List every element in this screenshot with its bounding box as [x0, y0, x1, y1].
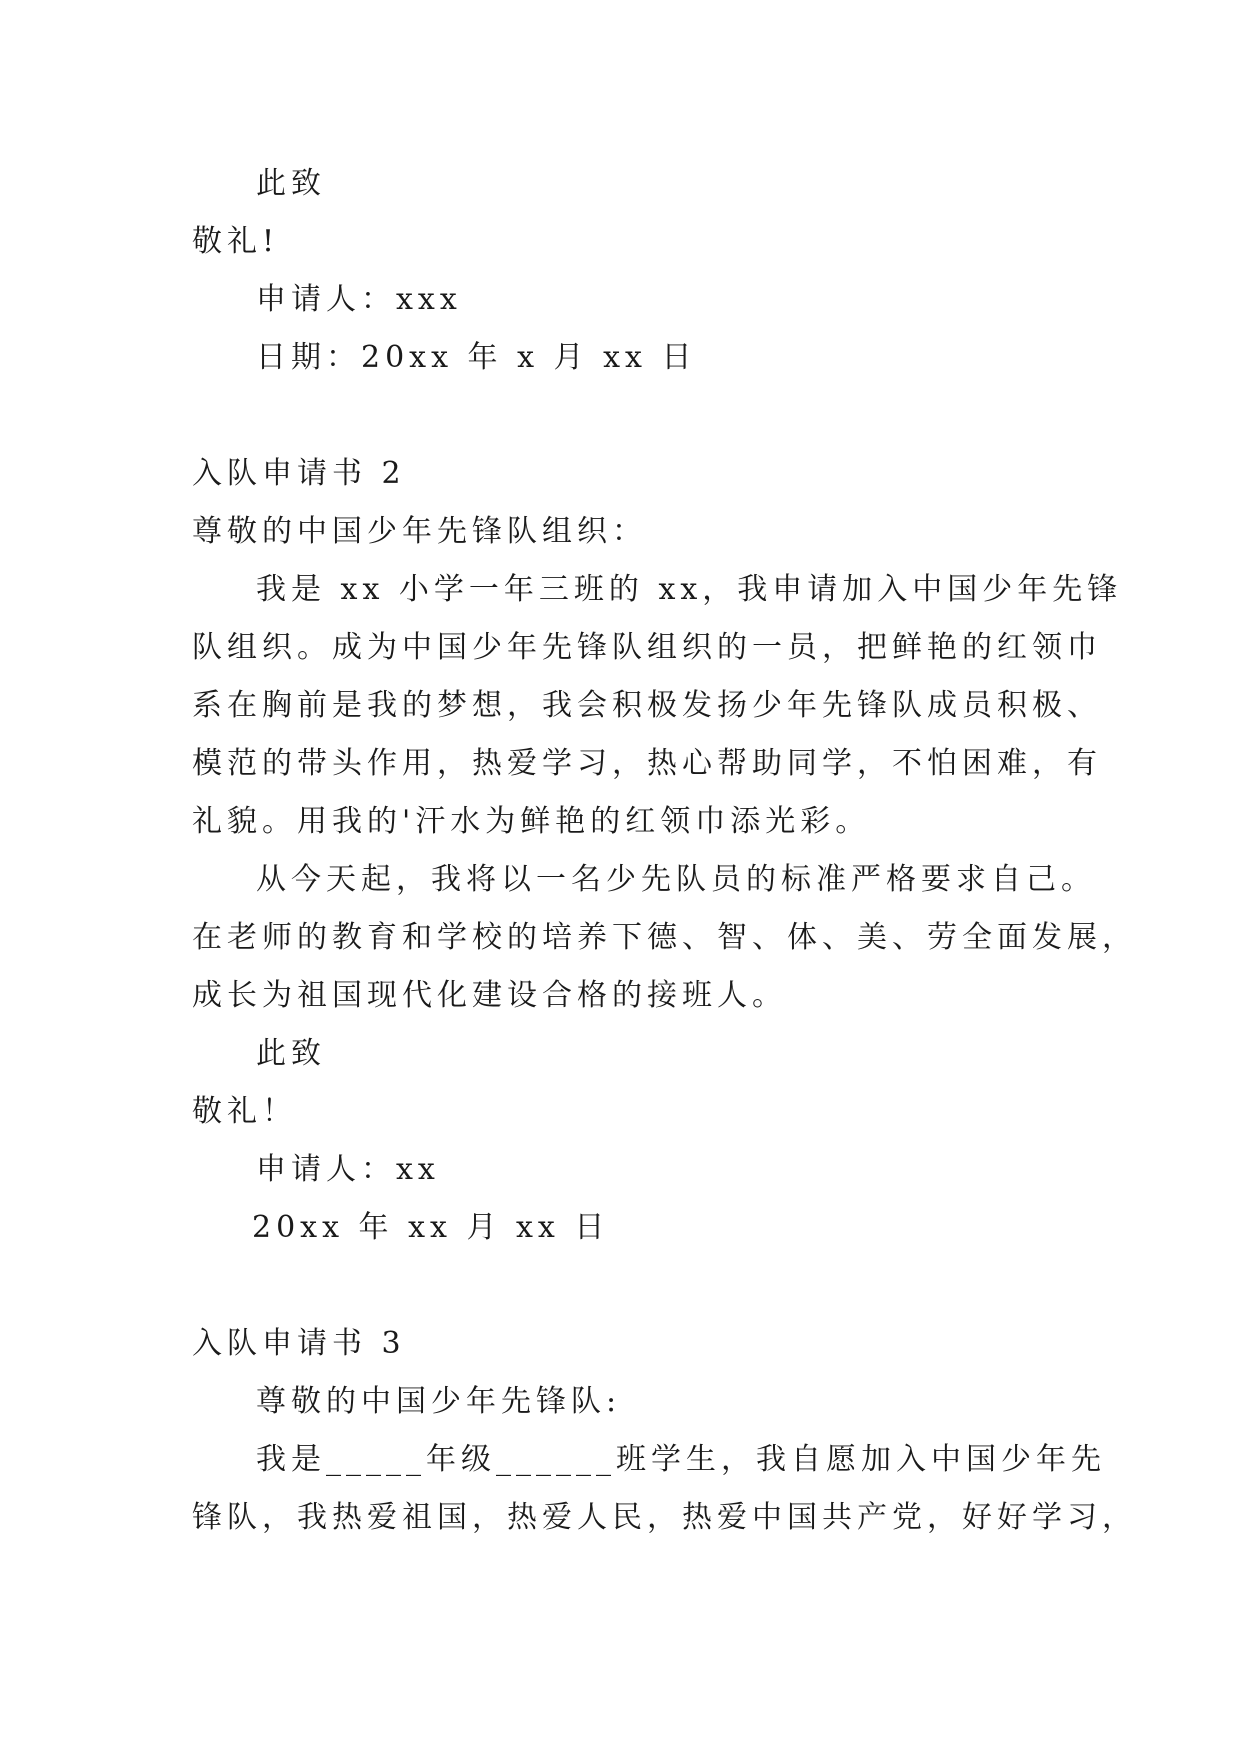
- closing-salute: 敬礼！: [192, 1094, 297, 1129]
- applicant-line: 申请人：xx: [256, 1152, 440, 1187]
- paragraph-line: 我是 xx 小学一年三班的 xx，我申请加入中国少年先锋: [256, 572, 1123, 607]
- paragraph-line: 锋队，我热爱祖国，热爱人民，热爱中国共产党，好好学习，: [192, 1500, 1137, 1535]
- salutation: 尊敬的中国少年先锋队:: [256, 1384, 622, 1419]
- section-title: 入队申请书 2: [192, 456, 406, 491]
- closing-greeting: 此致: [256, 166, 326, 201]
- date-line: 日期：20xx 年 x 月 xx 日: [256, 340, 697, 375]
- paragraph-line: 礼貌。用我的'汗水为鲜艳的红领巾添光彩。: [192, 804, 871, 839]
- closing-salute: 敬礼!: [192, 224, 280, 259]
- paragraph-line: 成长为祖国现代化建设合格的接班人。: [192, 978, 787, 1013]
- section-title: 入队申请书 3: [192, 1326, 406, 1361]
- paragraph-line: 从今天起，我将以一名少先队员的标准严格要求自己。: [256, 862, 1096, 897]
- paragraph-line: 我是_____年级______班学生，我自愿加入中国少年先: [256, 1442, 1106, 1477]
- paragraph-line: 系在胸前是我的梦想，我会积极发扬少年先锋队成员积极、: [192, 688, 1102, 723]
- date-line: 20xx 年 xx 月 xx 日: [252, 1210, 610, 1245]
- salutation: 尊敬的中国少年先锋队组织：: [192, 514, 647, 549]
- paragraph-line: 队组织。成为中国少年先锋队组织的一员，把鲜艳的红领巾: [192, 630, 1102, 665]
- applicant-line: 申请人：xxx: [256, 282, 462, 317]
- paragraph-line: 在老师的教育和学校的培养下德、智、体、美、劳全面发展，: [192, 920, 1137, 955]
- paragraph-line: 模范的带头作用，热爱学习，热心帮助同学，不怕困难，有: [192, 746, 1102, 781]
- closing-greeting: 此致: [256, 1036, 326, 1071]
